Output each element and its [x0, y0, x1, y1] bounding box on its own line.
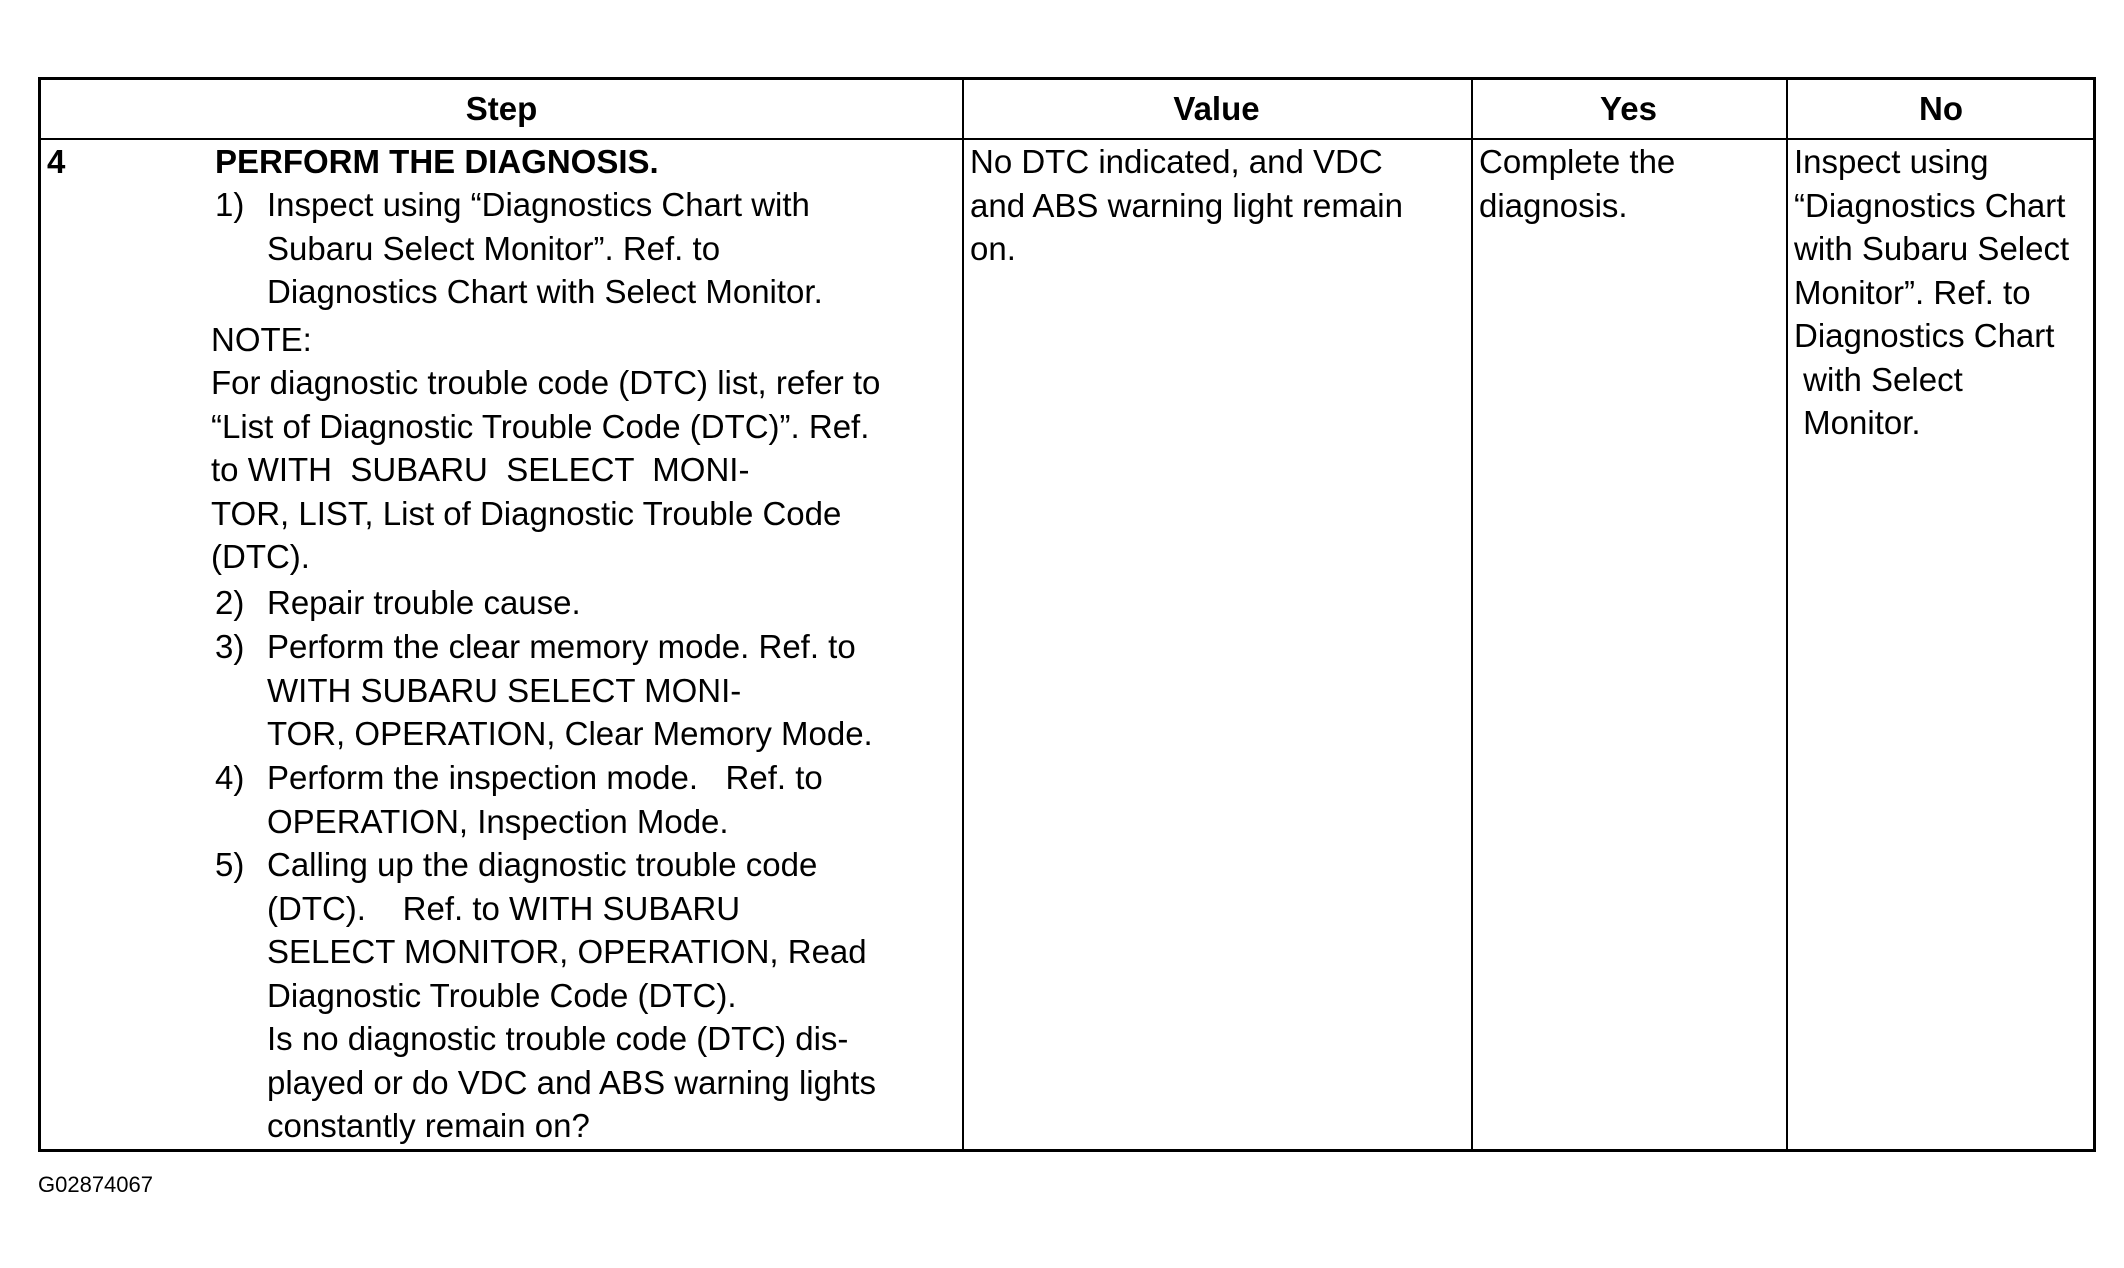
- column-divider-step-value: [962, 80, 964, 1149]
- column-divider-value-yes: [1471, 80, 1473, 1149]
- step-item-4-text: Perform the inspection mode. Ref. to OPERATION, Inspection Mode.: [267, 759, 823, 840]
- step-item-3: [215, 625, 873, 752]
- header-step: Step: [465, 90, 538, 127]
- no-cell: Inspect using “Diagnostics Chart with Subaru Select Monitor”. Ref. to Diagnostics Chart with Select Monitor.: [1794, 143, 2070, 441]
- diagnosis-table: [38, 77, 2096, 1152]
- column-divider-yes-no: [1786, 80, 1788, 1149]
- step-item-2-number: 2): [215, 584, 245, 621]
- step-item-5-text: Calling up the diagnostic trouble code (DTC). Ref. to WITH SUBARU SELECT MONITOR, OPERATION, Read Diagnostic Trouble Code (DTC). Is no diagnostic trouble code (DTC) dis- played or do VDC and ABS warning lights constantly remain on?: [267, 846, 877, 1144]
- step-title: PERFORM THE DIAGNOSIS.: [215, 143, 659, 180]
- yes-cell: Complete the diagnosis.: [1479, 143, 1676, 224]
- note-text: For diagnostic trouble code (DTC) list, refer to “List of Diagnostic Trouble Code (DTC)”. Ref. to WITH SUBARU SELECT MONI- TOR, LIST, List of Diagnostic Trouble Code (DTC).: [211, 364, 881, 575]
- header-value: Value: [1173, 90, 1260, 127]
- step-item-1-text: Inspect using “Diagnostics Chart with Subaru Select Monitor”. Ref. to Diagnostics Chart with Select Monitor.: [267, 186, 823, 310]
- step-number: 4: [47, 143, 66, 180]
- step-item-4-number: 4): [215, 759, 245, 796]
- figure-id: G02874067: [38, 1172, 153, 1197]
- step-item-5-number: 5): [215, 846, 245, 883]
- note-label: NOTE:: [211, 321, 312, 358]
- step-item-2: [215, 581, 581, 625]
- step-item-5: [215, 843, 877, 1144]
- step-item-3-number: 3): [215, 628, 245, 665]
- step-item-2-text: Repair trouble cause.: [267, 584, 581, 621]
- step-item-1: [215, 183, 823, 310]
- step-item-3-text: Perform the clear memory mode. Ref. to WITH SUBARU SELECT MONI- TOR, OPERATION, Clear Memory Mode.: [267, 628, 873, 752]
- header-no: No: [1919, 90, 1963, 127]
- value-cell: No DTC indicated, and VDC and ABS warning light remain on.: [970, 143, 1403, 267]
- step-item-1-number: 1): [215, 186, 245, 223]
- step-item-4: [215, 756, 823, 840]
- header-yes: Yes: [1600, 90, 1657, 127]
